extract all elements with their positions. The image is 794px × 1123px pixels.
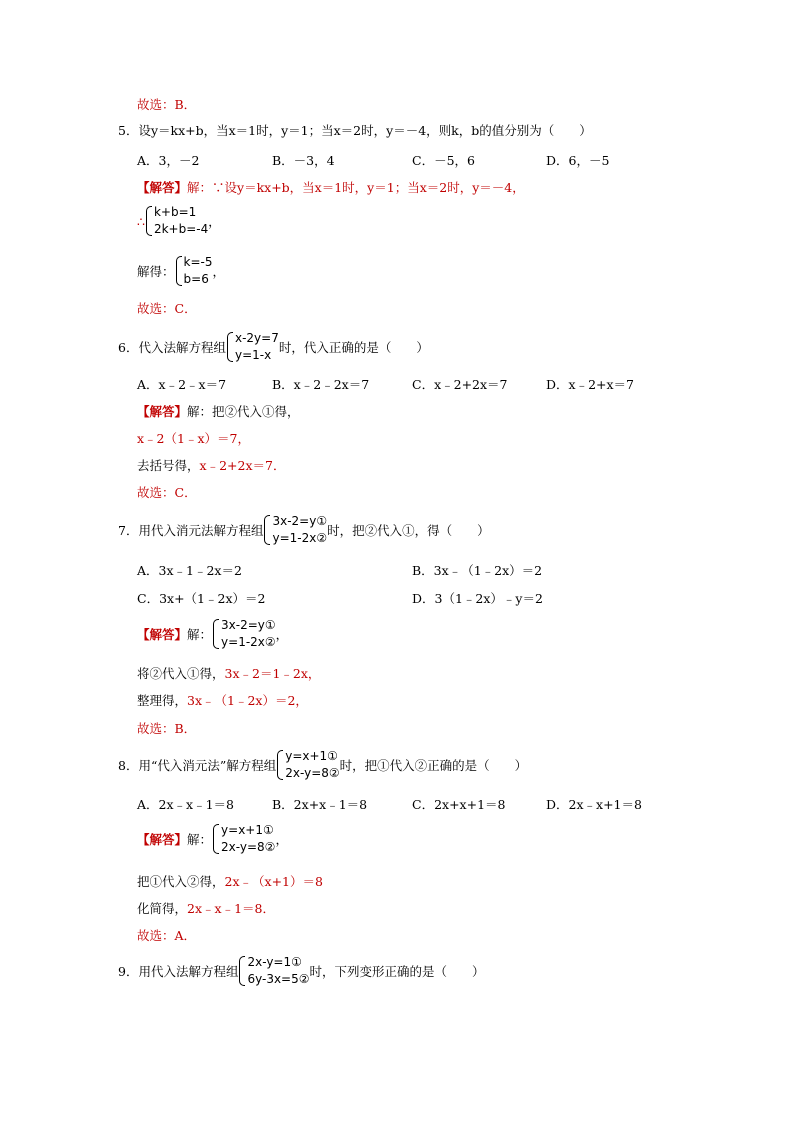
q5-option-a: A．3，－2 — [137, 153, 200, 168]
q8-solution-header — [137, 822, 288, 856]
solution-head: 解：把②代入①得， — [187, 404, 300, 419]
q8-stem — [118, 748, 527, 782]
equation: 6y-3x=5② — [247, 972, 310, 986]
q8-option-a: A．2x﹣x﹣1＝8 — [137, 797, 234, 812]
equation: b=6 — [183, 272, 209, 286]
stem-prefix: 6．代入法解方程组 — [118, 340, 226, 355]
q7-step-2 — [137, 692, 308, 710]
q7-option-a: A．3x﹣1﹣2x＝2 — [137, 563, 242, 578]
equation: y=1-2x② — [272, 531, 328, 545]
q8-option-c: C．2x+x+1＝8 — [412, 797, 506, 812]
step-expression: 3x﹣2＝1﹣2x， — [224, 666, 321, 681]
q6-option-d: D．x﹣2+x＝7 — [546, 377, 635, 392]
equation-system — [263, 513, 327, 547]
therefore-symbol: ∴ — [137, 213, 145, 229]
q8-step-1 — [137, 873, 323, 891]
equation: y=1-2x② — [221, 635, 276, 649]
q6-step-1: x﹣2（1﹣x）＝7， — [137, 431, 250, 446]
stem-prefix: 8．用“代入消元法”解方程组 — [118, 758, 277, 773]
equation: 3x-2=y① — [272, 514, 328, 528]
q7-step-1 — [137, 665, 320, 683]
solution-label: 解： — [187, 627, 213, 642]
q7-stem — [118, 513, 490, 547]
q4-answer: 故选：B． — [137, 97, 197, 112]
step-expression: 3x﹣（1﹣2x）＝2， — [187, 693, 308, 708]
stem-suffix: 时，把①代入②正确的是（ ） — [339, 758, 528, 773]
stem-prefix: 9．用代入法解方程组 — [118, 964, 239, 979]
equation-system — [212, 822, 275, 856]
q6-stem — [118, 330, 429, 364]
step-expression: x﹣2+2x＝7． — [199, 458, 286, 473]
equation: 2k+b=-4 — [153, 222, 209, 236]
equation-system — [226, 330, 279, 364]
q8-option-d: D．2x﹣x+1＝8 — [546, 797, 642, 812]
q5-answer: 故选：C． — [137, 301, 197, 316]
stem-suffix: 时，代入正确的是（ ） — [278, 340, 429, 355]
solution-tag: 【解答】 — [137, 627, 188, 642]
step-label: 将②代入①得， — [137, 666, 225, 681]
q8-step-2 — [137, 900, 275, 918]
step-label: 化简得， — [137, 901, 188, 916]
step-expression: 2x﹣x﹣1＝8． — [187, 901, 275, 916]
solution-head: 解：∵设y＝kx+b，当x＝1时，y＝1；当x＝2时，y＝－4， — [187, 180, 525, 195]
step-expression: 2x﹣（x+1）＝8 — [224, 874, 323, 889]
q7-option-d: D．3（1﹣2x）﹣y＝2 — [412, 591, 543, 606]
q5-system-1 — [137, 204, 221, 238]
equation-system — [276, 748, 339, 782]
q5-solution-header — [137, 179, 525, 197]
equation: y=x+1① — [285, 749, 338, 763]
q5-system-2 — [137, 254, 225, 288]
step-label: 把①代入②得， — [137, 874, 225, 889]
equation-system — [145, 204, 208, 238]
equation: x-2y=7 — [234, 331, 279, 345]
q6-option-b: B．x﹣2﹣2x＝7 — [272, 377, 370, 392]
stem-suffix: 时，下列变形正确的是（ ） — [309, 964, 485, 979]
q7-solution-header — [137, 617, 288, 651]
q6-option-c: C．x﹣2+2x＝7 — [412, 377, 508, 392]
q6-solution-header — [137, 403, 300, 421]
solution-tag: 【解答】 — [137, 832, 188, 847]
equation: 3x-2=y① — [221, 618, 276, 632]
solution-tag: 【解答】 — [137, 404, 188, 419]
q8-answer: 故选：A． — [137, 928, 197, 943]
q5-option-c: C．－5，6 — [412, 153, 475, 168]
equation: y=x+1① — [221, 823, 274, 837]
comma: ， — [275, 627, 289, 642]
solution-tag: 【解答】 — [137, 180, 188, 195]
equation: 2x-y=1① — [247, 955, 302, 969]
equation: k=-5 — [183, 255, 213, 269]
stem-suffix: 时，把②代入①，得（ ） — [327, 523, 490, 538]
step-label: 整理得， — [137, 693, 188, 708]
q6-option-a: A．x﹣2﹣x＝7 — [137, 377, 227, 392]
q6-answer: 故选：C． — [137, 485, 197, 500]
equation: k+b=1 — [153, 205, 197, 219]
q5-option-b: B．－3，4 — [272, 153, 335, 168]
q8-option-b: B．2x+x﹣1＝8 — [272, 797, 368, 812]
equation: 2x-y=8② — [221, 840, 276, 854]
q7-option-c: C．3x+（1﹣2x）＝2 — [137, 591, 266, 606]
q7-option-b: B．3x﹣（1﹣2x）＝2 — [412, 563, 543, 578]
solve-label: 解得： — [137, 264, 175, 279]
equation-system — [175, 254, 213, 288]
solution-label: 解： — [187, 832, 213, 847]
stem-prefix: 7．用代入消元法解方程组 — [118, 523, 264, 538]
equation: y=1-x — [234, 348, 272, 362]
equation-system — [212, 617, 276, 651]
comma: ， — [208, 214, 221, 229]
q5-option-d: D．6，－5 — [546, 153, 610, 168]
comma: ， — [212, 264, 225, 279]
step-label: 去括号得， — [137, 458, 200, 473]
comma: ， — [275, 832, 288, 847]
equation-system — [238, 954, 309, 988]
q9-stem — [118, 954, 485, 988]
q5-stem: 5．设y＝kx+b，当x＝1时，y＝1；当x＝2时，y＝－4，则k，b的值分别为（ ） — [118, 123, 592, 138]
q6-step-2 — [137, 457, 285, 475]
equation: 2x-y=8② — [285, 766, 340, 780]
q7-answer: 故选：B． — [137, 721, 197, 736]
